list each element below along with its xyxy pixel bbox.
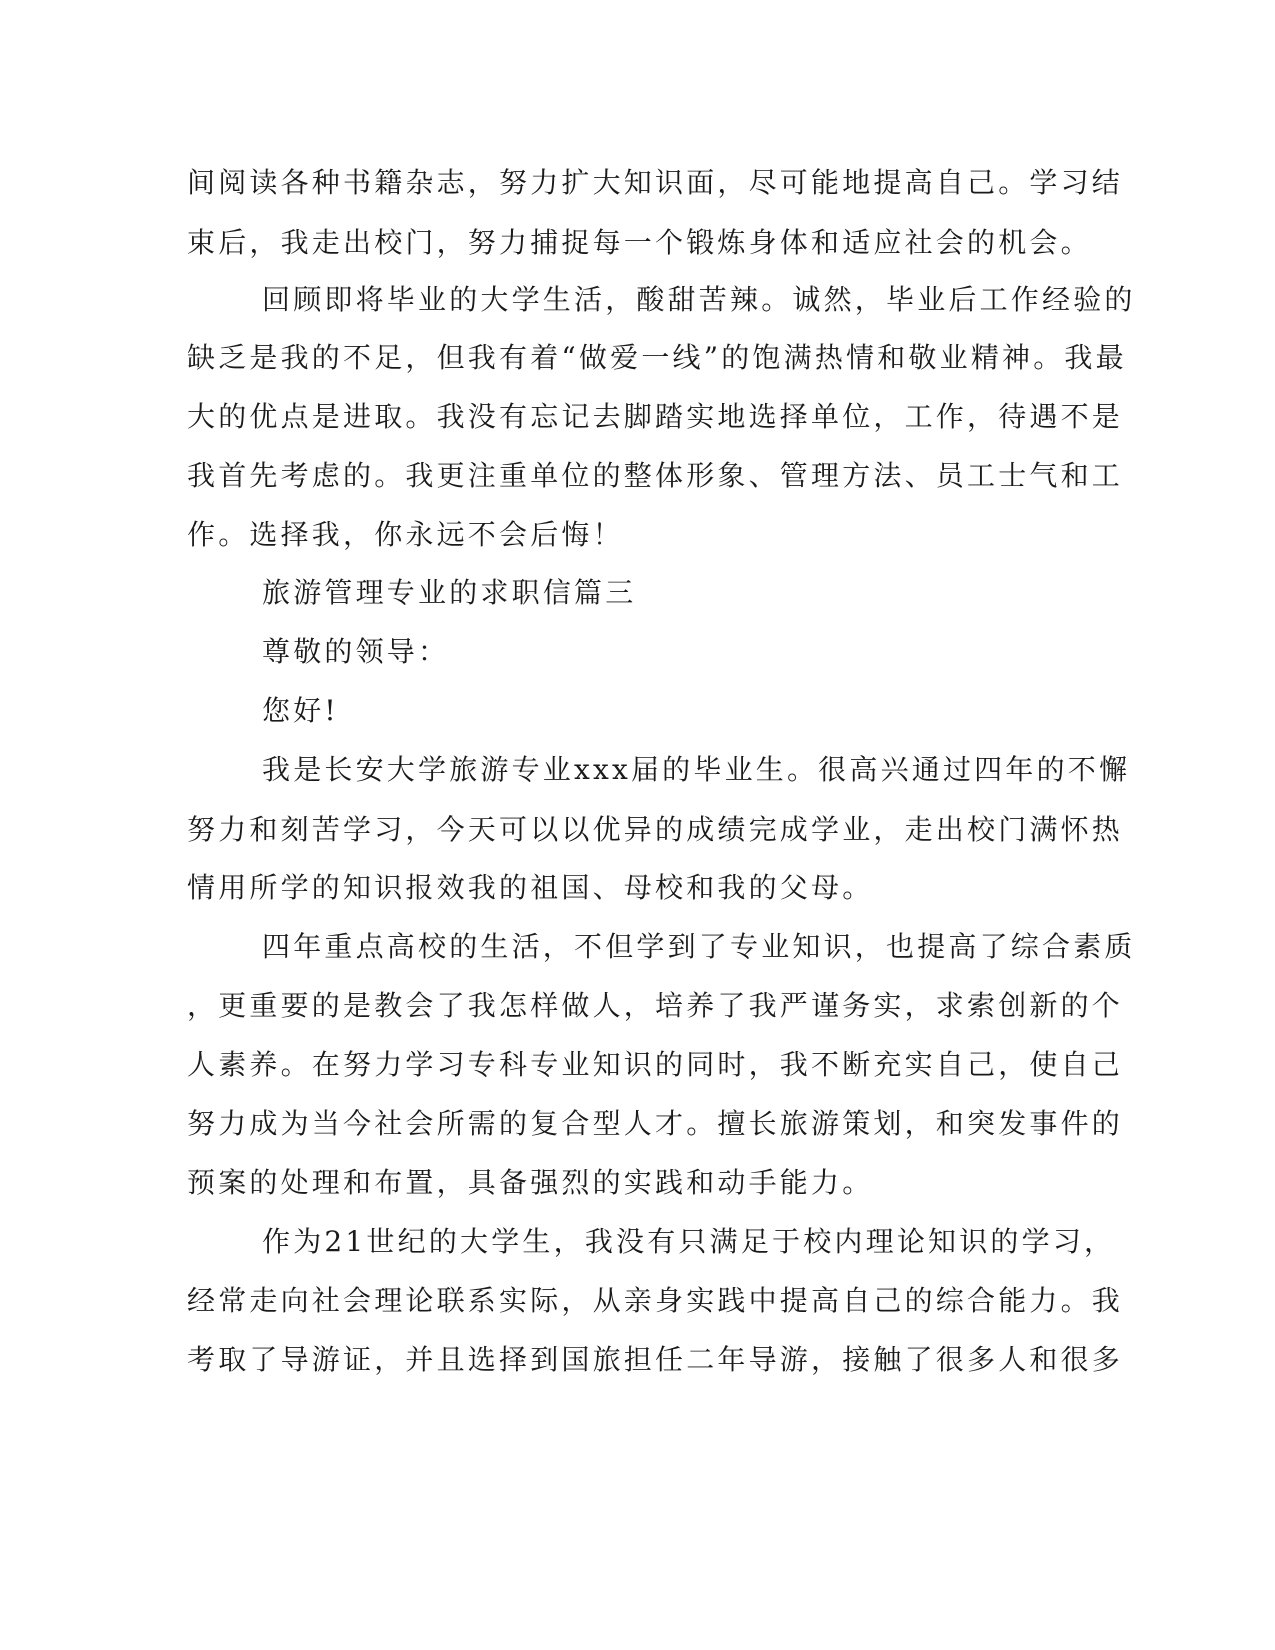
body-text-line: 考取了导游证，并且选择到国旅担任二年导游，接触了很多人和很多 — [187, 1343, 1124, 1376]
body-text-line: 束后，我走出校门，努力捕捉每一个锻炼身体和适应社会的机会。 — [187, 226, 1092, 259]
body-text-line: 人素养。在努力学习专科专业知识的同时，我不断充实自己，使自己 — [187, 1048, 1124, 1081]
body-text-line: 我是长安大学旅游专业xxx届的毕业生。很高兴通过四年的不懈 — [262, 753, 1131, 786]
body-text-line: 作。选择我，你永远不会后悔！ — [187, 518, 624, 551]
body-text-line: 预案的处理和布置，具备强烈的实践和动手能力。 — [187, 1166, 874, 1199]
salutation: 尊敬的领导： — [262, 635, 450, 668]
body-text-line: ，更重要的是教会了我怎样做人，培养了我严谨务实，求索创新的个 — [187, 989, 1124, 1022]
body-text-line: 我首先考虑的。我更注重单位的整体形象、管理方法、员工士气和工 — [187, 459, 1124, 492]
body-text-line: 回顾即将毕业的大学生活，酸甜苦辣。诚然，毕业后工作经验的 — [262, 283, 1136, 316]
body-text-line: 缺乏是我的不足，但我有着“做爱一线”的饱满热情和敬业精神。我最 — [187, 341, 1127, 374]
body-text-line: 情用所学的知识报效我的祖国、母校和我的父母。 — [187, 871, 874, 904]
section-heading: 旅游管理专业的求职信篇三 — [262, 576, 637, 609]
body-text-line: 作为21世纪的大学生，我没有只满足于校内理论知识的学习， — [262, 1225, 1116, 1258]
body-text-line: 努力和刻苦学习，今天可以以优异的成绩完成学业，走出校门满怀热 — [187, 813, 1124, 846]
body-text-line: 努力成为当今社会所需的复合型人才。擅长旅游策划，和突发事件的 — [187, 1107, 1124, 1140]
body-text-line: 大的优点是进取。我没有忘记去脚踏实地选择单位，工作，待遇不是 — [187, 400, 1124, 433]
body-text-line: 经常走向社会理论联系实际，从亲身实践中提高自己的综合能力。我 — [187, 1284, 1124, 1317]
greeting: 您好! — [262, 694, 339, 727]
body-text-line: 四年重点高校的生活，不但学到了专业知识，也提高了综合素质 — [262, 930, 1136, 963]
body-text-line: 间阅读各种书籍杂志，努力扩大知识面，尽可能地提高自己。学习结 — [187, 166, 1124, 199]
